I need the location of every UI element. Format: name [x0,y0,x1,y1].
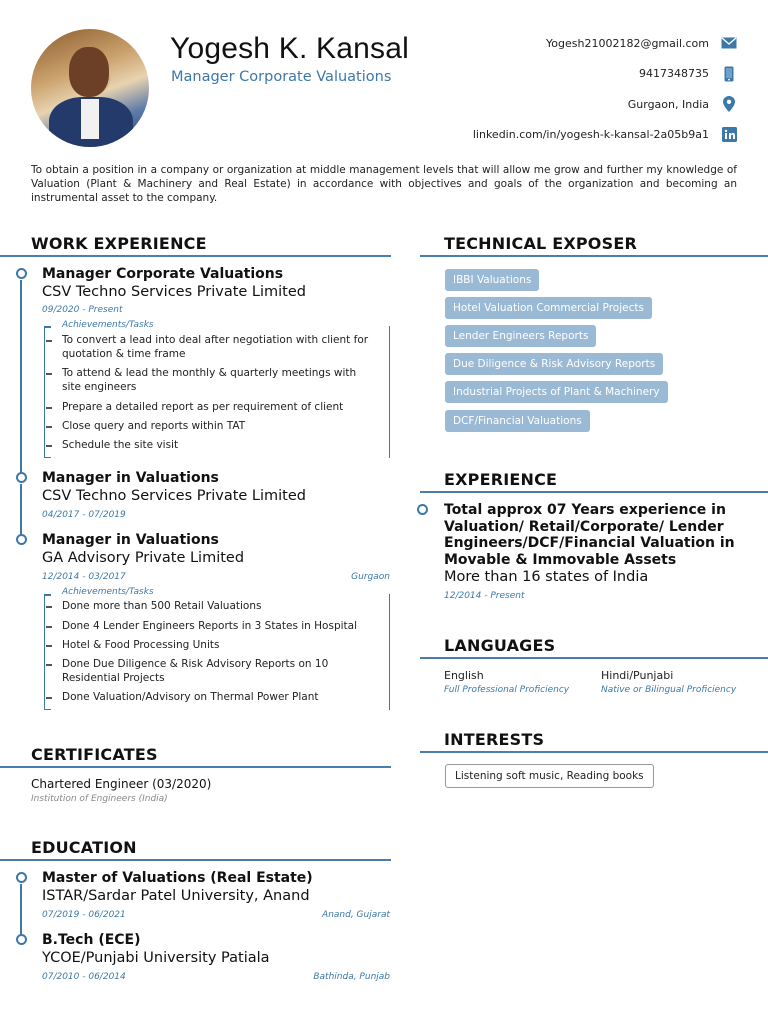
job-dates: 12/2014 - 03/2017 [42,572,126,582]
envelope-icon [721,35,737,51]
experience-divider [420,491,768,493]
achievement-item: Hotel & Food Processing Units [62,638,382,652]
certificates-divider [0,766,391,768]
timeline-line [20,484,22,540]
degree-title: Master of Valuations (Real Estate) [42,870,313,886]
contact-linkedin-text: linkedin.com/in/yogesh-k-kansal-2a05b9a1 [472,128,709,142]
contact-phone[interactable] [407,59,737,90]
language-name: English [444,669,484,682]
education-dates: 07/2019 - 06/2021 [42,910,126,920]
skill-tag: Due Diligence & Risk Advisory Reports [445,353,663,375]
job-title: Manager Corporate Valuations [42,266,284,282]
timeline-dot [16,534,27,545]
timeline-line [20,884,22,936]
phone-icon [721,66,737,82]
work-experience-heading: WORK EXPERIENCE [31,234,207,253]
education-location: Bathinda, Punjab [313,972,390,982]
skill-tag: Industrial Projects of Plant & Machinery [445,381,668,403]
job-location: Gurgaon [351,572,390,582]
skill-tag: Lender Engineers Reports [445,325,596,347]
work-experience-divider [0,255,391,257]
job-title: Manager in Valuations [42,470,219,486]
education-location: Anand, Gujarat [322,910,390,920]
timeline-dot [16,268,27,279]
education-dates: 07/2010 - 06/2014 [42,972,126,982]
contact-email[interactable] [407,28,737,59]
education-divider [0,859,391,861]
experience-headline: Total approx 07 Years experience in Valuation/ Retail/Corporate/ Lender Engineers/DCF/Financial Valuation in Movable & Immovable Assets [444,502,735,568]
contact-email-text: Yogesh21002182@gmail.com [546,36,709,50]
language-name: Hindi/Punjabi [601,669,674,682]
contact-location-text: Gurgaon, India [627,97,709,111]
contact-list [407,28,737,150]
candidate-name: Yogesh K. Kansal [170,32,409,65]
experience-heading: EXPERIENCE [444,470,558,489]
certificate-name: Chartered Engineer (03/2020) [31,777,212,791]
interests-divider [420,751,768,753]
achievement-item: Schedule the site visit [62,438,382,452]
language-level: Full Professional Proficiency [444,685,570,695]
degree-title: B.Tech (ECE) [42,932,141,948]
languages-heading: LANGUAGES [444,636,556,655]
languages-divider [420,657,768,659]
interest-tag: Listening soft music, Reading books [445,764,654,788]
achievements-label: Achievements/Tasks [62,320,154,330]
objective-summary: To obtain a position in a company or organization at middle management levels that will allow me grow and further my knowledge of Valuation (Plant & Machinery and Real Estate) in accordance with objectives and goals of the organization and becoming an instrumental asset to the company. [31,164,737,204]
experience-dates: 12/2014 - Present [444,591,525,601]
profile-photo [31,29,149,147]
timeline-dot [16,472,27,483]
skill-tag: Hotel Valuation Commercial Projects [445,297,652,319]
achievement-item: Prepare a detailed report as per requirement of client [62,400,382,414]
certificate-institution: Institution of Engineers (India) [31,794,168,804]
achievement-item: Done 4 Lender Engineers Reports in 3 States in Hospital [62,619,382,633]
job-dates: 09/2020 - Present [42,305,123,315]
timeline-dot [16,934,27,945]
school-name: YCOE/Punjabi University Patiala [42,950,270,966]
job-company: CSV Techno Services Private Limited [42,488,306,504]
experience-subline: More than 16 states of India [444,569,649,585]
timeline-line [20,280,22,478]
job-dates: 04/2017 - 07/2019 [42,510,126,520]
interests-heading: INTERESTS [444,730,545,749]
skill-tag: DCF/Financial Valuations [445,410,590,432]
technical-divider [420,255,768,257]
contact-location [407,89,737,120]
achievement-item: To attend & lead the monthly & quarterly meetings with site engineers [62,366,372,394]
job-title: Manager in Valuations [42,532,219,548]
achievement-item: Done Valuation/Advisory on Thermal Power Plant [62,690,382,704]
language-level: Native or Bilingual Proficiency [601,685,737,695]
job-company: GA Advisory Private Limited [42,550,245,566]
achievement-item: Close query and reports within TAT [62,419,382,433]
linkedin-icon [721,127,737,143]
achievement-item: To convert a lead into deal after negotiation with client for quotation & time frame [62,333,372,361]
timeline-dot [16,872,27,883]
location-pin-icon [721,96,737,112]
education-heading: EDUCATION [31,838,137,857]
candidate-role: Manager Corporate Valuations [171,69,392,85]
technical-heading: TECHNICAL EXPOSER [444,234,637,253]
achievement-item: Done more than 500 Retail Valuations [62,599,382,613]
certificates-heading: CERTIFICATES [31,745,158,764]
timeline-dot [417,504,428,515]
contact-linkedin[interactable] [407,120,737,151]
skill-tag: IBBI Valuations [445,269,539,291]
school-name: ISTAR/Sardar Patel University, Anand [42,888,310,904]
achievements-label: Achievements/Tasks [62,587,154,597]
contact-phone-text: 9417348735 [639,67,709,81]
job-company: CSV Techno Services Private Limited [42,284,306,300]
achievement-item: Done Due Diligence & Risk Advisory Reports on 10 Residential Projects [62,657,382,685]
